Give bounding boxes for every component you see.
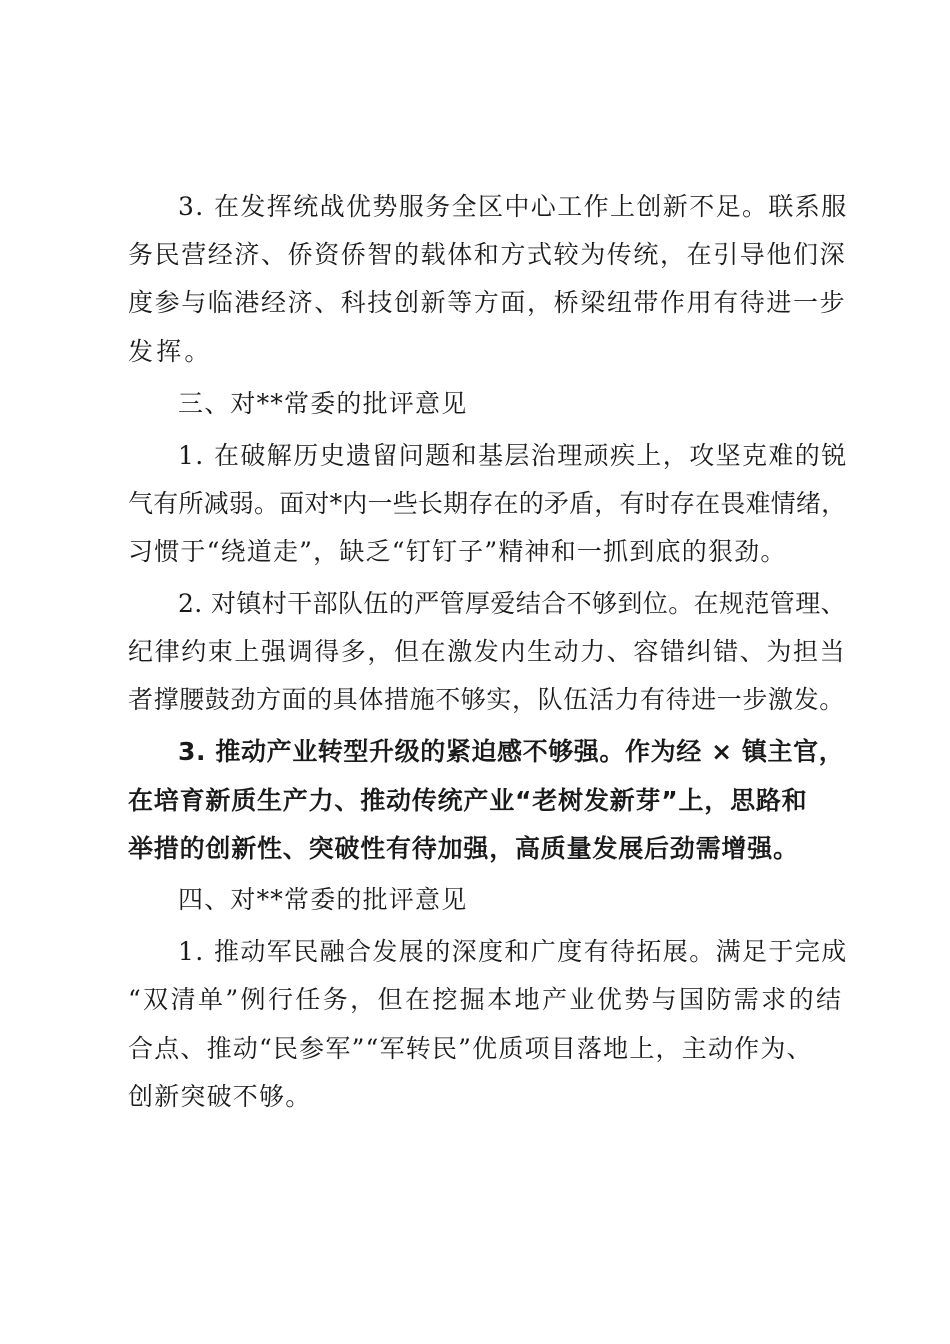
item-4-1-line-1: 1. 推动军民融合发展的深度和广度有待拓展。满足于完成 bbox=[178, 937, 848, 966]
item-3-line-2: 在培育新质生产力、推动传统产业“老树发新芽”上，思路和 bbox=[128, 786, 808, 815]
section-heading-3: 三、对**常委的批评意见 bbox=[178, 389, 468, 418]
item-3-line-1: 3. 推动产业转型升级的紧迫感不够强。作为经 × 镇主官， bbox=[178, 737, 845, 766]
para-3-line-3: 度参与临港经济、科技创新等方面，桥梁纽带作用有待进一步 bbox=[128, 288, 847, 317]
item-4-1-line-2: “双清单”例行任务，但在挖掘本地产业优势与国防需求的结 bbox=[128, 985, 844, 1014]
para-3-line-1: 3. 在发挥统战优势服务全区中心工作上创新不足。联系服 bbox=[178, 192, 848, 221]
item-1-line-2: 气有所减弱。面对*内一些长期存在的矛盾，有时存在畏难情绪， bbox=[128, 489, 847, 518]
para-3-line-4: 发挥。 bbox=[128, 337, 213, 366]
section-heading-4: 四、对**常委的批评意见 bbox=[178, 885, 468, 914]
item-2-line-3: 者撑腰鼓劲方面的具体措施不够实，队伍活力有待进一步激发。 bbox=[128, 685, 845, 714]
para-3-line-2: 务民营经济、侨资侨智的载体和方式较为传统，在引导他们深 bbox=[128, 240, 847, 269]
item-1-line-3: 习惯于“绕道走”，缺乏“钉钉子”精神和一抓到底的狠劲。 bbox=[128, 537, 787, 566]
item-3-line-3: 举措的创新性、突破性有待加强，高质量发展后劲需增强。 bbox=[128, 834, 799, 863]
item-2-line-1: 2. 对镇村干部队伍的严管厚爱结合不够到位。在规范管理、 bbox=[178, 589, 847, 618]
item-4-1-line-3: 合点、推动“民参军”“军转民”优质项目落地上，主动作为、 bbox=[128, 1034, 813, 1063]
item-4-1-line-4: 创新突破不够。 bbox=[128, 1082, 312, 1111]
item-1-line-1: 1. 在破解历史遗留问题和基层治理顽疾上，攻坚克难的锐 bbox=[178, 441, 848, 470]
item-2-line-2: 纪律约束上强调得多，但在激发内生动力、容错纠错、为担当 bbox=[128, 637, 847, 666]
